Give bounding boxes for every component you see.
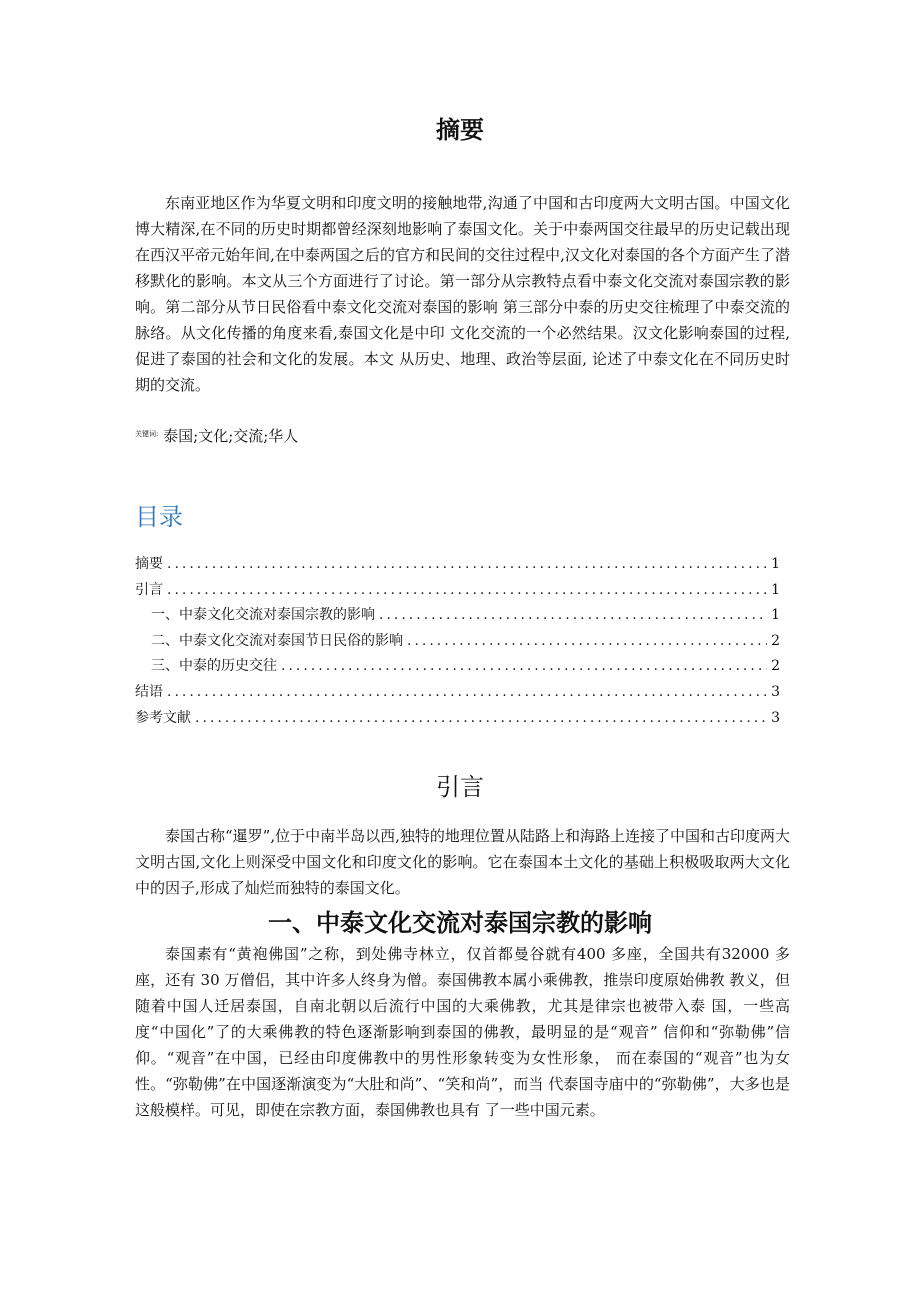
toc-entry-intro[interactable] (135, 578, 780, 604)
toc-entry-label: 结语 (135, 683, 163, 700)
toc-entry-label: 引言 (135, 581, 163, 598)
toc-entry-label: 一、中泰文化交流对泰国宗教的影响 (151, 607, 375, 624)
toc-leader-dots (167, 680, 767, 706)
toc-leader-dots (167, 552, 767, 578)
toc-entry-section1[interactable] (135, 603, 780, 629)
section1-body (135, 941, 790, 1123)
keywords-text: 泰国;文化;交流;华人 (163, 427, 299, 445)
toc-leader-dots (379, 603, 767, 629)
toc-entry-section3[interactable] (135, 654, 780, 680)
toc-entry-conclusion[interactable] (135, 680, 780, 706)
keywords-line (135, 422, 298, 448)
toc-leader-dots (281, 654, 767, 680)
toc-entry-page: 1 (771, 581, 780, 598)
section1-paragraph: 泰国素有“黄袍佛国”之称，到处佛寺林立，仅首都曼谷就有400 多座，全国共有32000 多座，还有 30 万僧侣，其中许多人终身为僧。泰国佛教本属小乘佛教，推崇印度原始佛教 教义，但随着中国人迁居泰国，自南北朝以后流行中国的大乘佛教，尤其是律宗也被带入泰 国，一些高度“中国化”了的大乘佛教的特色逐渐影响到泰国的佛教，最明显的是“观音” 信仰和“弥勒佛”信仰。“观音”在中国，已经由印度佛教中的男性形象转变为女性形象， 而在泰国的“观音”也为女性。“弥勒佛”在中国逐渐演变为“大肚和尚”、“笑和尚”，而当 代泰国寺庙中的“弥勒佛”，大多也是这般模样。可见，即使在宗教方面，泰国佛教也具有 了一些中国元素。 (135, 945, 790, 1119)
toc-heading: 目录 (135, 503, 183, 531)
toc-entry-label: 三、中泰的历史交往 (151, 658, 277, 675)
toc-entry-references[interactable] (135, 706, 780, 732)
toc-entry-page: 2 (771, 658, 780, 675)
intro-body (135, 823, 790, 901)
toc-entry-abstract[interactable] (135, 552, 780, 578)
abstract-body (135, 190, 790, 398)
intro-heading: 引言 (436, 773, 484, 801)
section1-heading: 一、中泰文化交流对泰国宗教的影响 (268, 908, 652, 937)
abstract-heading: 摘要 (436, 115, 484, 144)
toc-entry-page: 3 (771, 709, 780, 726)
keywords-label: 关键词: (135, 430, 159, 438)
toc-entry-section2[interactable] (135, 629, 780, 655)
toc-leader-dots (407, 629, 767, 655)
toc-entry-label: 摘要 (135, 556, 163, 572)
toc-entry-label: 二、中泰文化交流对泰国节日民俗的影响 (151, 632, 403, 649)
toc-entry-page: 2 (771, 632, 780, 649)
abstract-paragraph: 东南亚地区作为华夏文明和印度文明的接触地带,沟通了中国和古印度两大文明古国。中国文化博大精深,在不同的历史时期都曾经深刻地影响了泰国文化。关于中泰两国交往最早的历史记载出现在西汉平帝元始年间,在中泰两国之后的官方和民间的交往过程中,汉文化对泰国的各个方面产生了潜移默化的影响。本文从三个方面进行了讨论。第一部分从宗教特点看中泰文化交流对泰国宗教的影响。第二部分从节日民俗看中泰文化交流对泰国的影响 第三部分中泰的历史交往梳理了中泰交流的脉络。从文化传播的角度来看,泰国文化是中印 文化交流的一个必然结果。汉文化影响泰国的过程,促进了泰国的社会和文化的发展。本文 从历史、地理、政治等层面, 论述了中泰文化在不同历史时期的交流。 (135, 194, 790, 394)
table-of-contents (135, 552, 780, 731)
toc-leader-dots (195, 706, 767, 732)
intro-paragraph: 泰国古称“暹罗”,位于中南半岛以西,独特的地理位置从陆路上和海路上连接了中国和古印度两大文明古国,文化上则深受中国文化和印度文化的影响。它在泰国本土文化的基础上积极吸取两大文化中的因子,形成了灿烂而独特的泰国文化。 (135, 827, 790, 897)
toc-leader-dots (167, 578, 767, 604)
toc-entry-label: 参考文献 (135, 709, 191, 726)
toc-entry-page: 3 (771, 683, 780, 700)
toc-entry-page: 1 (771, 607, 780, 624)
toc-entry-page: 1 (771, 556, 780, 572)
